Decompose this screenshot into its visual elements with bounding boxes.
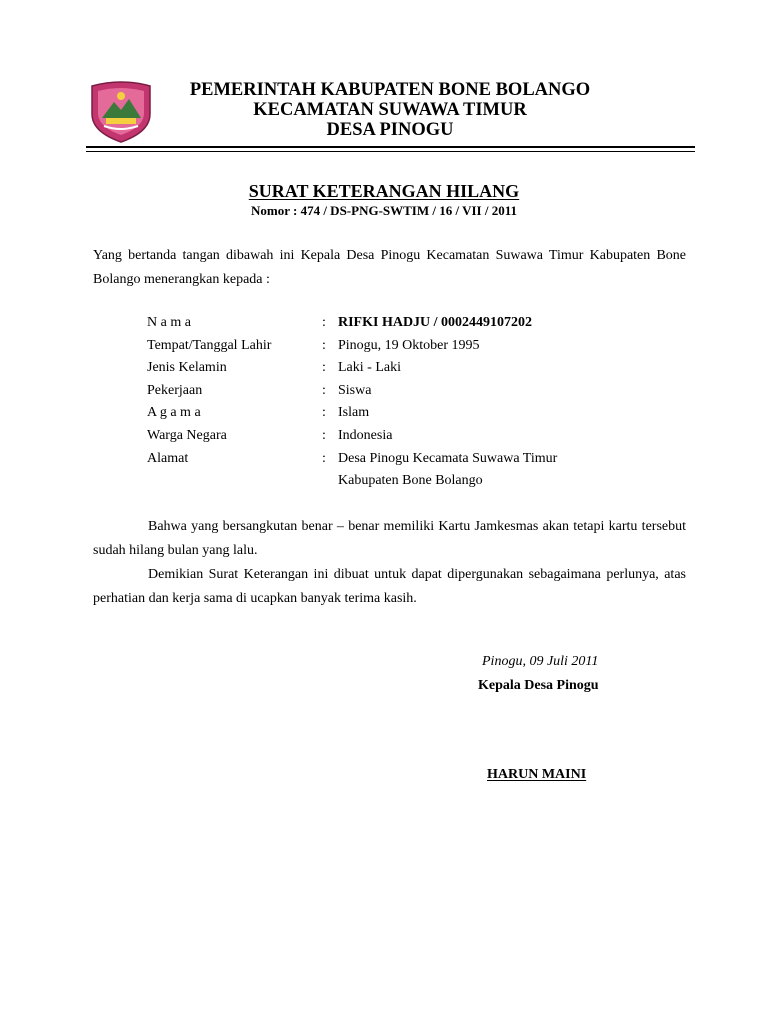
field-colon: : [322, 315, 326, 330]
field-label: Jenis Kelamin [147, 360, 227, 376]
document-title-wrap [0, 181, 768, 202]
field-label: Alamat [147, 450, 189, 466]
field-label: A g a m a [147, 405, 201, 421]
field-label [147, 470, 322, 493]
field-value: Pinogu, 19 Oktober 1995 [338, 337, 480, 353]
field-colon: : [322, 360, 326, 376]
field-colon: : [322, 450, 326, 466]
data-row [147, 402, 668, 425]
data-row [147, 380, 668, 403]
field-value: Indonesia [338, 427, 393, 443]
intro-paragraph: Yang bertanda tangan dibawah ini Kepala Desa Pinogu Kecamatan Suwawa Timur Kabupaten Bone Bolango menerangkan kepada : [93, 248, 686, 287]
field-value: Siswa [338, 382, 372, 398]
field-colon: : [322, 427, 326, 443]
data-row [147, 425, 668, 448]
field-label: N a m a [147, 315, 191, 330]
letterhead-divider-thin [86, 151, 695, 152]
field-label: Pekerjaan [147, 382, 203, 398]
data-row [147, 335, 668, 358]
data-row [147, 312, 668, 335]
field-colon: : [322, 405, 326, 421]
document-title: SURAT KETERANGAN HILANG [248, 181, 520, 201]
signature-place-date: Pinogu, 09 Juli 2011 [482, 654, 599, 669]
data-row [147, 357, 668, 380]
body-section [93, 515, 686, 611]
regency-emblem-logo [88, 80, 154, 144]
field-colon: : [322, 337, 326, 353]
signature-name: HARUN MAINI [487, 767, 587, 782]
letterhead-government: PEMERINTAH KABUPATEN BONE BOLANGO [189, 80, 591, 100]
field-label: Tempat/Tanggal Lahir [147, 337, 272, 353]
personal-data-table [147, 312, 668, 493]
letterhead-district: KECAMATAN SUWAWA TIMUR [253, 100, 527, 120]
closing-paragraph: Demikian Surat Keterangan ini dibuat untuk dapat dipergunakan sebagaimana perlunya, atas perhatian dan kerja sama di ucapkan banyak terima kasih. [93, 567, 686, 606]
data-row [147, 448, 668, 471]
letterhead-village: DESA PINOGU [326, 120, 454, 140]
signature-role: Kepala Desa Pinogu [478, 678, 599, 693]
field-label: Warga Negara [147, 427, 227, 443]
field-colon: : [322, 382, 326, 398]
field-value: Desa Pinogu Kecamata Suwawa Timur [338, 450, 558, 466]
letterhead-divider-thick [86, 146, 695, 148]
statement-paragraph: Bahwa yang bersangkutan benar – benar memiliki Kartu Jamkesmas akan tetapi kartu tersebut sudah hilang bulan yang lalu. [93, 519, 686, 558]
field-value: Islam [338, 405, 370, 421]
document-number: Nomor : 474 / DS-PNG-SWTIM / 16 / VII / 2011 [250, 203, 518, 218]
field-value: Laki - Laki [338, 360, 401, 376]
field-colon [322, 470, 338, 493]
field-value: RIFKI HADJU / 0002449107202 [338, 315, 533, 330]
data-row [147, 470, 668, 493]
field-value: Kabupaten Bone Bolango [338, 473, 483, 489]
